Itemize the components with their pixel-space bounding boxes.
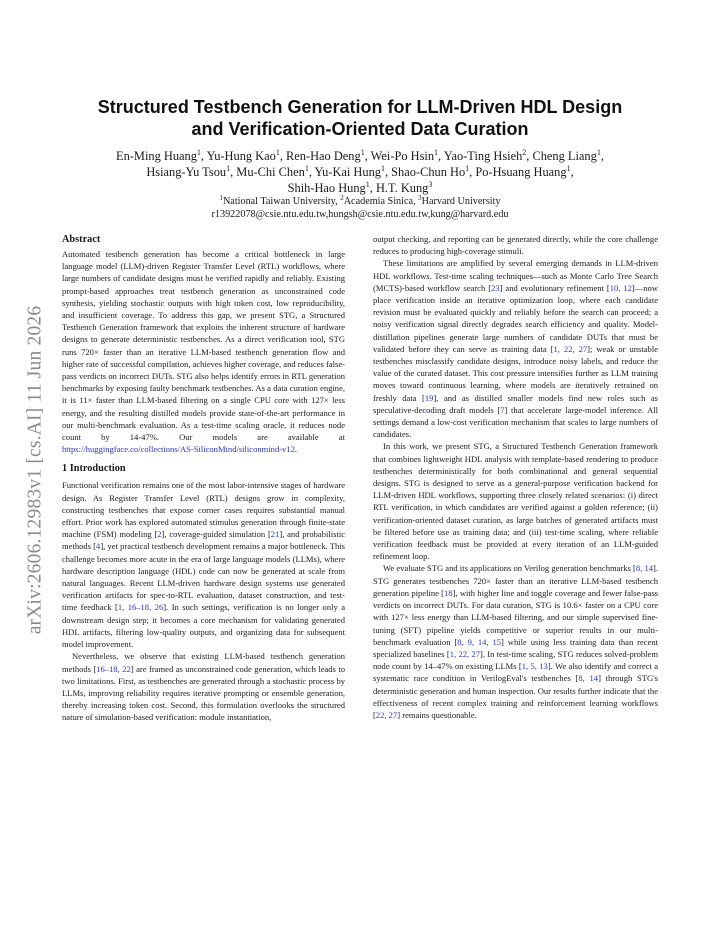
paragraph-text: In this work, we present STG, a Structured Testbench Generation framework that combines lightweight HDL analysis with template-based rendering to produce testbenches deterministically for both combinational and general sequential designs. STG is designed to serve as a general-purpose verification backend for LLM-driven HDL workflows, supporting three closely related scenarios: (i) direct RTL verification, in which candidates are verified against a golden reference; (ii) verification-oriented dataset curation, as large batches of generated artifacts must be filtered before use as training data; and (iii) test-time scaling, where reliable verification feedback must be provided at every iteration of an LLM-guided refinement loop.	[373, 441, 658, 562]
author-text: , H.T. Kung	[369, 181, 429, 195]
citation-link[interactable]: 8, 14	[578, 673, 599, 684]
arxiv-identifier: arXiv:2606.12983v1 [cs.AI] 11 Jun 2026	[24, 305, 45, 635]
intro-paragraph-5	[373, 562, 658, 721]
affiliation-marker: 3	[418, 194, 422, 202]
paper-title	[60, 96, 660, 140]
author-text: Shih-Hao Hung	[287, 181, 366, 195]
citation-link[interactable]: 19	[424, 392, 434, 403]
affiliation-marker: 1	[304, 164, 309, 173]
abstract-body: Automated testbench generation has become a critical bottleneck in large language model (LLM)-driven Register Transfer Level (RTL) workflows, where large numbers of candidate designs must be verified rapidly and reliably. Existing prompt-based approaches treat testbench generation as unconstrained code synthesis, yielding stochastic outputs with high token cost, low reproducibility, and insufficient coverage. To address this gap, we present STG, a Structured Testbench Generation framework that exploits the inherent structure of hardware designs to generate deterministic testbenches. As a direct verification tool, STG runs 720× faster than an iterative LLM-based testbench generation flow and higher rate of successful compilation, achieves higher coverage, and reduces false-pass verdicts on incorrect DUTs. STG also helps identify errors in RTL generation benchmarks by exposing faulty benchmark testbenches. As a data curation engine, it is 11× faster than LLM-based filtering on a single CPU core with 127× less energy, and the resulting distilled models provide state-of-the-art performance in our multi-benchmark evaluation. As a test-time scaling oracle, it reduces node count by 14-47%. Our models are available at	[62, 249, 345, 443]
author-list	[60, 148, 660, 196]
author-text: Harvard University	[421, 196, 501, 207]
paragraph-text: ]. In test-time scaling, STG reduces solved-problem node count by 14–47% on existing LLMs [	[373, 648, 658, 672]
paragraph-text: Nevertheless, we observe that existing LLM-based testbench generation methods [	[62, 651, 345, 674]
citation-link[interactable]: 18	[444, 587, 453, 598]
paragraph-text: ]. In such settings, verification is no longer only a downstream design step; it becomes a core mechanism for validating generated HDL artifacts, filtering low-quality outputs, and organizing data for subsequent model improvement.	[62, 602, 346, 650]
author-text: , Shao-Chun Ho	[384, 165, 466, 179]
author-text: Hsiang-Yu Tsou	[146, 165, 227, 179]
affiliation-marker: 1	[465, 164, 470, 173]
affiliation-marker: 1	[434, 148, 439, 157]
author-text: , Yao-Ting Hsieh	[438, 149, 523, 163]
author-text: , Yu-Hung Kao	[200, 149, 276, 163]
paragraph-text: ]—now place verification inside an iterative optimization loop, where each candidate revision must be evaluated quickly and reliably before the search can proceed; a noisy verification signal directly degrades search efficiency and quality. Model-distillation pipelines generate large numbers of candidate DUTs that must be validated before they can serve as training data [	[373, 282, 658, 354]
paragraph-text: ] and evolutionary refinement [	[499, 282, 610, 293]
author-text: , Wei-Po Hsin	[364, 149, 435, 163]
citation-link[interactable]: 4	[96, 541, 101, 552]
intro-paragraph-2-end	[373, 233, 658, 257]
paragraph-text: These limitations are amplified by several emerging demands in LLM-driven HDL workflows. Test-time scaling techniques—such as Monte Carlo Tree Search (MCTS)-based workflow search [	[373, 258, 658, 293]
arxiv-watermark	[10, 255, 60, 685]
citation-link[interactable]: 22, 27	[375, 709, 398, 720]
author-line-1	[60, 148, 660, 164]
abstract-heading: Abstract	[62, 234, 101, 245]
affiliations	[60, 195, 660, 208]
huggingface-link[interactable]: https://huggingface.co/collections/AS-SiliconMind/siliconmind-v12	[62, 444, 295, 455]
paragraph-text: ]; weak or unstable testbenches misclassify candidate designs, introduce noisy labels, and reduce the value of the curated dataset. This cost pressure intensifies further as LLM training moves toward continuous learning, where models are iteratively retrained on freshly data [	[373, 343, 658, 403]
paragraph-text: ]. STG generates testbenches 720× faster than an iterative LLM-based testbench generation pipeline [	[373, 563, 659, 598]
author-text: , Cheng Liang	[526, 149, 597, 163]
right-column	[373, 233, 658, 721]
affiliation-marker: 1	[226, 164, 231, 173]
affiliation-marker: 3	[428, 180, 433, 189]
citation-link[interactable]: 2	[157, 529, 162, 540]
paragraph-text: ] through STG's deterministic generation and human inspection. Our results further indicate that the effectiveness of recent complex training and reinforcement learning workflows [	[373, 673, 658, 720]
author-text: Academia Sinica,	[343, 196, 419, 207]
author-line-3	[60, 180, 660, 196]
citation-link[interactable]: 10, 12	[609, 282, 632, 293]
author-text: , Ren-Hao Deng	[279, 149, 361, 163]
author-text: , Yu-Kai Hung	[308, 165, 381, 179]
affiliation-marker: 1	[275, 148, 280, 157]
citation-link[interactable]: 1, 22, 27	[553, 343, 588, 354]
intro-paragraph-2-start	[62, 650, 345, 723]
paragraph-text: ]. We also identify and correct a systematic race condition in VerilogEval's testbenches [	[373, 661, 659, 684]
author-text: En-Ming Huang	[116, 149, 197, 163]
paragraph-text: ] are framed as unconstrained code generation, which leads to two limitations. First, as testbenches are generated through a stochastic process by LLMs, improving reliability requires iterative prompting or ensemble generation, thereby increasing token cost. Second, this formulation overlooks the structured nature of simulation-based verification: module instantiation,	[62, 663, 346, 723]
author-text: , Po-Hsuang Huang	[469, 165, 567, 179]
affiliation-marker: 2	[522, 148, 527, 157]
citation-link[interactable]: 16–18, 22	[96, 663, 131, 674]
affiliation-marker: 1	[566, 164, 571, 173]
abstract-end: .	[294, 444, 298, 455]
paragraph-text: ], coverage-guided simulation [	[161, 529, 271, 540]
citation-link[interactable]: 1, 22, 27	[449, 648, 480, 659]
paragraph-text: ] remains questionable.	[397, 709, 477, 720]
citation-link[interactable]: 7	[500, 404, 505, 415]
introduction-heading: 1 Introduction	[62, 463, 126, 475]
paragraph-text: ] while using less training data than recent specialized baselines [	[373, 636, 659, 659]
citation-link[interactable]: 23	[491, 282, 500, 293]
author-line-2	[60, 164, 660, 180]
paragraph-text: ], with higher line and toggle coverage and fewer false-pass verdicts on incorrect DUTs. For data curation, STG is 10.6× faster on a CPU core with 127× less energy than LLM-based filtering, and our simple supervised fine-tuning (SFT) pipeline yields competitive or superior results in our multi-benchmark evaluation [	[373, 587, 658, 647]
author-text: ,	[570, 165, 574, 179]
affiliation-marker: 1	[596, 148, 601, 157]
intro-paragraph-1	[62, 479, 345, 650]
intro-paragraph-3	[373, 257, 658, 440]
author-text: , Mu-Chi Chen	[230, 165, 305, 179]
title-line-2: and Verification-Oriented Data Curation	[191, 119, 529, 139]
citation-link[interactable]: 1, 16–18, 26	[117, 602, 164, 613]
affiliation-marker: 1	[360, 148, 365, 157]
affiliation-marker: 1	[365, 180, 370, 189]
title-line-1: Structured Testbench Generation for LLM-Driven HDL Design	[97, 97, 623, 117]
left-column	[62, 233, 345, 724]
abstract-text	[62, 248, 345, 455]
paragraph-text: output checking, and reporting can be generated directly, while the core challenge reduces to producing high-coverage stimuli.	[373, 234, 658, 257]
paragraph-text: Functional verification remains one of the most labor-intensive stages of hardware design. As Register Transfer Level (RTL) designs grow in complexity, constructing testbenches that expose corner cases requires substantial manual effort. Prior work has explored automated stimulus generation through finite-state machine (FSM) modeling [	[62, 480, 345, 540]
paragraph-text: ] that accelerate large-model inference. All settings demand a low-cost verification mechanism that scales to large numbers of candidates.	[373, 404, 658, 440]
intro-paragraph-4	[373, 440, 658, 562]
citation-link[interactable]: 21	[270, 529, 280, 540]
paragraph-text: ], and probabilistic methods [	[62, 529, 345, 552]
affiliation-marker: 1	[219, 194, 223, 202]
citation-link[interactable]: 8, 14	[635, 563, 654, 574]
paragraph-text: ], yet practical testbench development remains a major bottleneck. This challenge becomes more acute in the era of large language models (LLMs), where hardware description language (HDL) code can now be generated at scale from natural languages. Recent LLM-driven hardware design systems use generated verification artifacts for spec-to-RTL evaluation, dataset construction, and test-time feedback [	[62, 541, 345, 613]
citation-link[interactable]: 1, 5, 13	[521, 661, 548, 672]
citation-link[interactable]: 8, 9, 14, 15	[457, 636, 502, 647]
affiliation-marker: 2	[340, 194, 344, 202]
author-text: ,	[600, 149, 604, 163]
contact-emails: r13922078@csie.ntu.edu.tw,hungsh@csie.ntu.edu.tw,kung@harvard.edu	[211, 209, 509, 220]
paragraph-text: ], and as distilled smaller models find new roles such as speculative-decoding draft models [	[373, 392, 658, 415]
author-text: National Taiwan University,	[222, 196, 341, 207]
affiliation-marker: 1	[196, 148, 201, 157]
affiliation-marker: 1	[380, 164, 385, 173]
paragraph-text: We evaluate STG and its applications on Verilog generation benchmarks [	[383, 563, 636, 574]
